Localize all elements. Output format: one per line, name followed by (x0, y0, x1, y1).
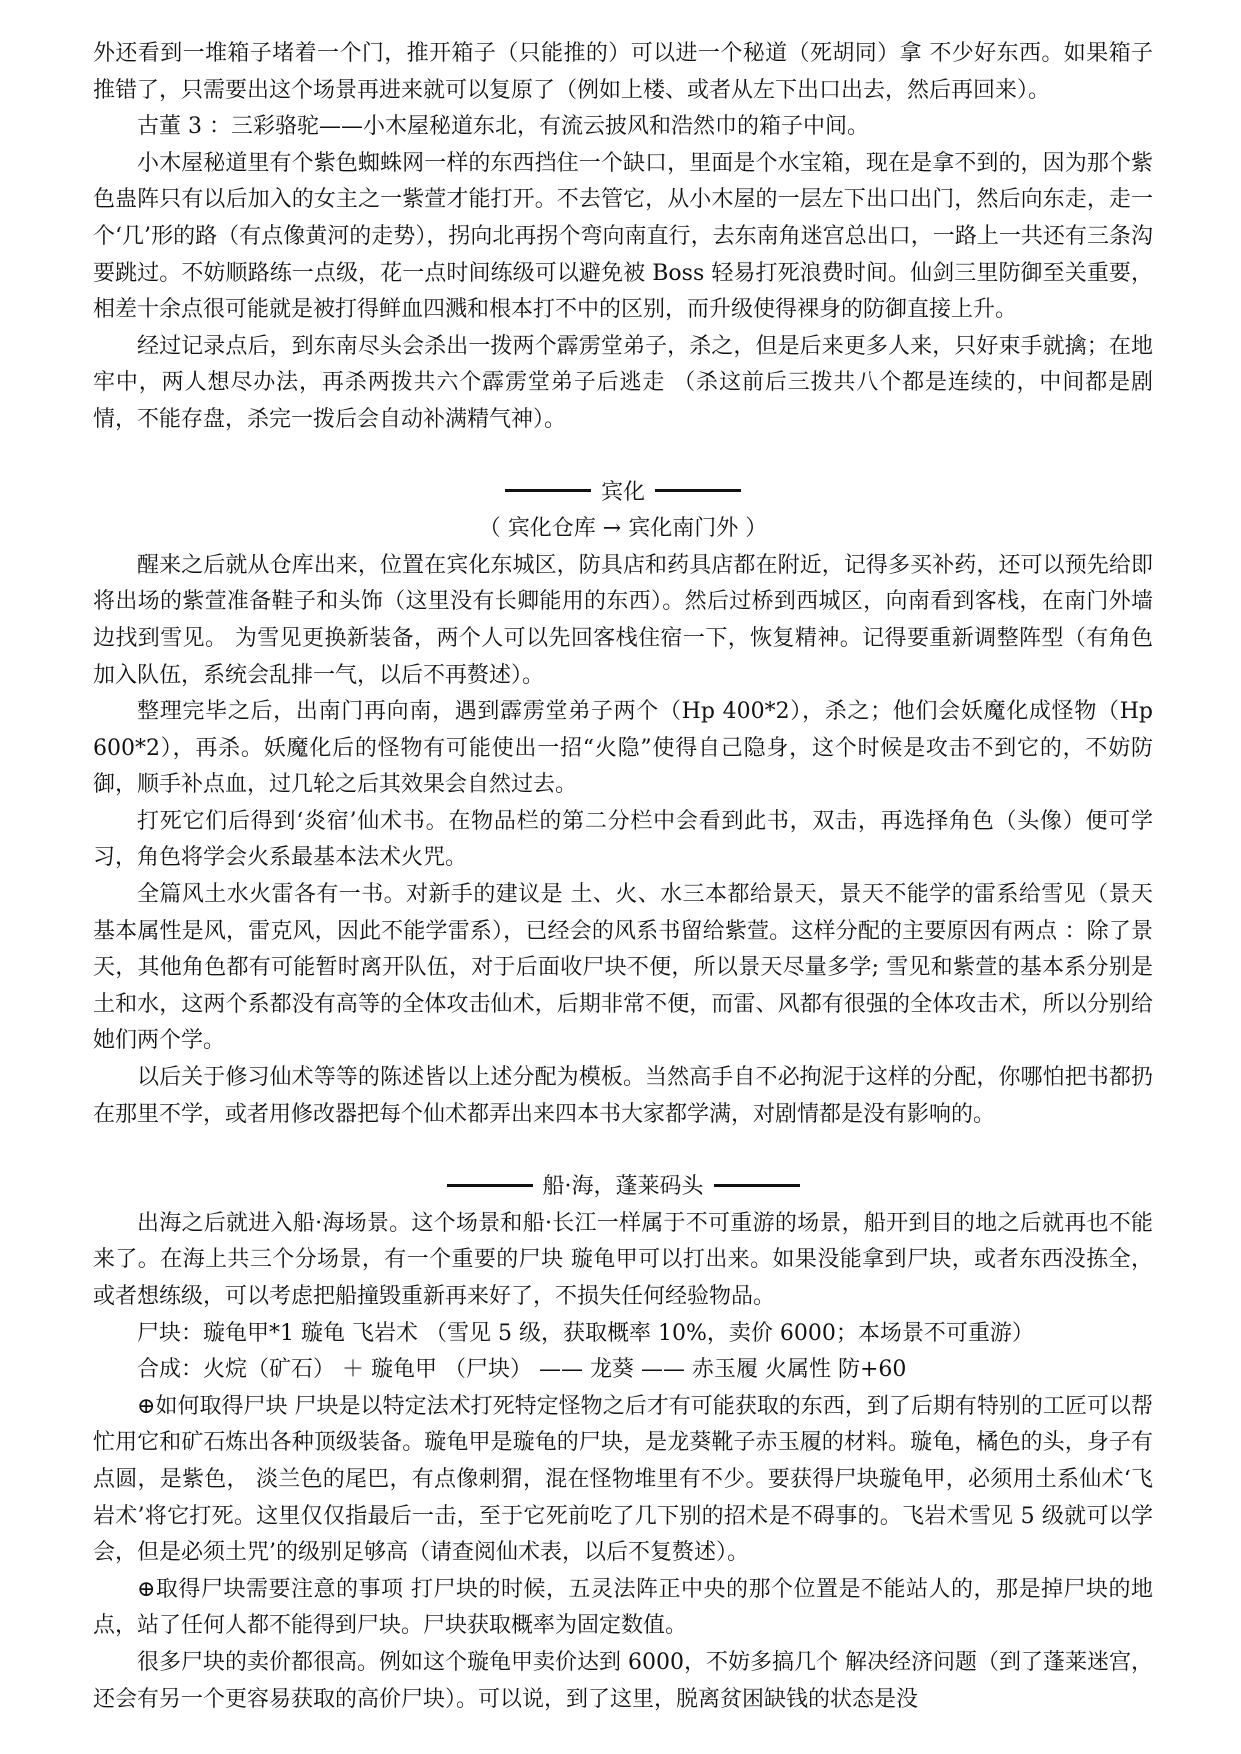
intro-paragraph-2: 古董 3 ：三彩骆驼——小木屋秘道东北，有流云披风和浩然巾的箱子中间。 (137, 114, 869, 140)
section-heading-ship-sea (93, 1169, 1153, 1206)
body-paragraph: 出海之后就进入船·海场景。这个场景和船·长江一样属于不可重游的场景，船开到目的地之后就再也不能来了。在海上共三个分场景，有一个重要的尸块 璇龟甲可以打出来。如果没能拿到尸块，或者东西没拣全，或者想练级，可以考虑把船撞毁重新再来好了，不损失任何经验物品。 (93, 1210, 1153, 1309)
intro-paragraph-1: 外还看到一堆箱子堵着一个门，推开箱子（只能推的）可以进一个秘道（死胡同）拿 不少好东西。如果箱子推错了，只需要出这个场景再进来就可以复原了（例如上楼、或者从左下出口出去，然后再回来）。 (93, 41, 1153, 103)
intro-paragraph-3: 小木屋秘道里有个紫色蜘蛛网一样的东西挡住一个缺口，里面是个水宝箱，现在是拿不到的，因为那个紫色蛊阵只有以后加入的女主之一紫萱才能打开。不去管它，从小木屋的一层左下出口出门，然后向东走，走一个‘几’形的路（有点像黄河的走势），拐向北再拐个弯向南直行，去东南角迷宫总出口，一路上一共还有三条沟要跳过。不妨顺路练一点级，花一点时间练级可以避免被 Boss 轻易打死浪费时间。仙剑三里防御至关重要，相差十余点很可能就是被打得鲜血四溅和根本打不中的区别，而升级使得裸身的防御直接上升。 (93, 150, 1153, 323)
body-paragraph: 以后关于修习仙术等等的陈述皆以上述分配为模板。当然高手自不必拘泥于这样的分配，你哪怕把书都扔在那里不学，或者用修改器把每个仙术都弄出来四本书大家都学满，对剧情都是没有影响的。 (93, 1065, 1153, 1127)
heading-rule-left (505, 489, 591, 492)
corpse-item-line: 尸块：璇龟甲*1 璇龟 飞岩术 （雪见 5 级，获取概率 10%，卖价 6000；本场景不可重游） (137, 1320, 1034, 1346)
section-title-text: 宾化 (600, 479, 645, 505)
section-title-text: 船·海，蓬莱码头 (542, 1174, 704, 1200)
document-page (93, 36, 1153, 1718)
body-paragraph: 打死它们后得到‘炎宿’仙术书。在物品栏的第二分栏中会看到此书，双击，再选择角色（头像）便可学习，角色将学会火系最基本法术火咒。 (93, 808, 1153, 871)
body-paragraph: 很多尸块的卖价都很高。例如这个璇龟甲卖价达到 6000，不妨多搞几个 解决经济问题（到了蓬莱迷宫，还会有另一个更容易获取的高价尸块）。可以说，到了这里，脱离贫困缺钱的状态是没 (93, 1649, 1153, 1712)
intro-paragraph-4: 经过记录点后，到东南尽头会杀出一拨两个霹雳堂弟子，杀之，但是后来更多人来，只好束手就擒；在地牢中，两人想尽办法，再杀两拨共六个霹雳堂弟子后逃走 （杀这前后三拨共八个都是连续的，中间都是剧情，不能存盘，杀完一拨后会自动补满精气神）。 (93, 333, 1153, 432)
heading-rule-right (714, 1184, 800, 1187)
section-heading-binhua (93, 475, 1153, 512)
section-spacer (93, 1133, 1153, 1169)
section-spacer (93, 439, 1153, 475)
heading-rule-right (655, 489, 741, 492)
tip-paragraph: ⊕如何取得尸块 尸块是以特定法术打死特定怪物之后才有可能获取的东西，到了后期有特别的工匠可以帮忙用它和矿石炼出各种顶级装备。璇龟甲是璇龟的尸块，是龙葵靴子赤玉履的材料。璇龟，橘色的头，身子有点圆，是紫色， 淡兰色的尾巴，有点像刺猬，混在怪物堆里有不少。要获得尸块璇龟甲，必须用土系仙术‘飞岩术’将它打死。这里仅仅指最后一击，至于它死前吃了几下别的招术是不碍事的。飞岩术雪见 5 级就可以学会，但是必须土咒’的级别足够高（请查阅仙术表，以后不复赘述）。 (93, 1393, 1153, 1566)
section-subtitle: （ 宾化仓库 → 宾化南门外 ） (478, 516, 768, 542)
synthesis-line: 合成：火烷（矿石） ＋ 璇龟甲 （尸块） —— 龙葵 —— 赤玉履 火属性 防+60 (137, 1357, 907, 1383)
heading-rule-left (447, 1184, 533, 1187)
body-paragraph: 醒来之后就从仓库出来，位置在宾化东城区，防具店和药具店都在附近，记得多买补药，还可以预先给即将出场的紫萱准备鞋子和头饰（这里没有长卿能用的东西）。然后过桥到西城区，向南看到客栈，在南门外墙边找到雪见。 为雪见更换新装备，两个人可以先回客栈住宿一下，恢复精神。记得要重新调整阵型（有角色加入队伍，系统会乱排一气，以后不再赘述）。 (93, 552, 1153, 688)
body-paragraph: 全篇风土水火雷各有一书。对新手的建议是 土、火、水三本都给景天，景天不能学的雷系给雪见（景天基本属性是风，雷克风，因此不能学雷系），已经会的风系书留给紫萱。这样分配的主要原因有两点 ：除了景天，其他角色都有可能暂时离开队伍，对于后面收尸块不便，所以景天尽量多学; 雪见和紫萱的基本系分别是土和水，这两个系都没有高等的全体攻击仙术，后期非常不便，而雷、风都有很强的全体攻击术，所以分别给她们两个学。 (93, 882, 1153, 1054)
body-paragraph: 整理完毕之后，出南门再向南，遇到霹雳堂弟子两个（Hp 400*2），杀之；他们会妖魔化成怪物（Hp 600*2），再杀。妖魔化后的怪物有可能使出一招“火隐”使得自己隐身，这个时候是攻击不到它的，不妨防御，顺手补点血，过几轮之后其效果会自然过去。 (93, 699, 1153, 798)
tip-paragraph: ⊕取得尸块需要注意的事项 打尸块的时候，五灵法阵正中央的那个位置是不能站人的，那是掉尸块的地点，站了任何人都不能得到尸块。尸块获取概率为固定数值。 (93, 1576, 1153, 1639)
